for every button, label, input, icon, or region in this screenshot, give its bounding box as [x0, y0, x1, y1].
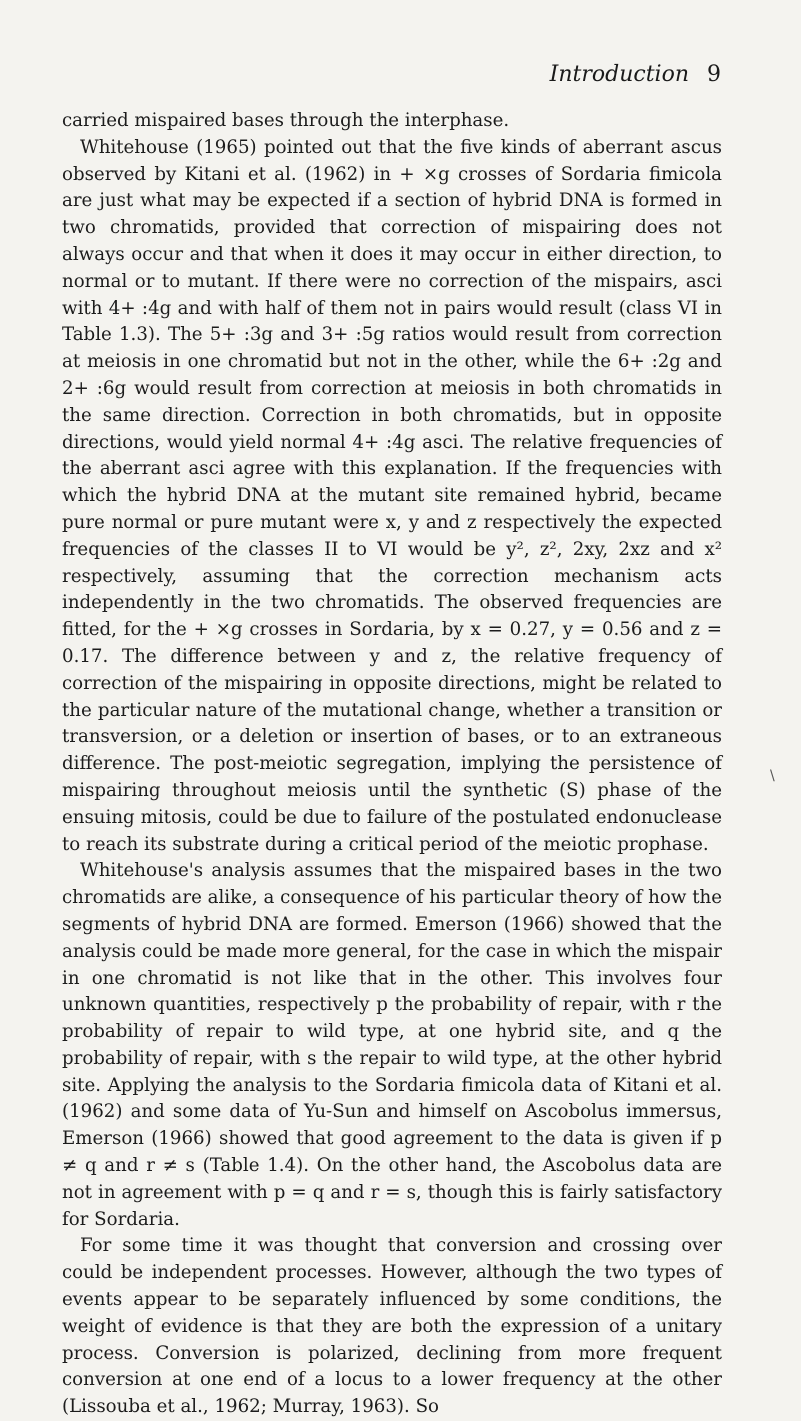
body-text: [62, 108, 722, 1421]
running-header: [550, 62, 721, 87]
paragraph-1: carried mispaired bases through the interphase.: [62, 110, 510, 131]
paragraph-3: Whitehouse's analysis assumes that the mispaired bases in the two chromatids are alike, a consequence of his particular theory of how the segments of hybrid DNA are formed. Emerson (1966) showed that the analysis could be made more general, for the case in which the mispair in one chromatid is not like that in the other. This involves four unknown quantities, respectively p the probability of repair, with r the probability of repair to wild type, at one hybrid site, and q the probability of repair, with s the repair to wild type, at the other hybrid site. Applying the analysis to the Sordaria fimicola data of Kitani et al. (1962) and some data of Yu-Sun and himself on Ascobolus immersus, Emerson (1966) showed that good agreement to the data is given if p ≠ q and r ≠ s (Table 1.4). On the other hand, the Ascobolus data are not in agreement with p = q and r = s, though this is fairly satisfactory for Sordaria.: [62, 860, 722, 1230]
paragraph-4: For some time it was thought that conversion and crossing over could be independent processes. However, although the two types of events appear to be separately influenced by some conditions, the weight of evidence is that they are both the expression of a unitary process. Conversion is polarized, declining from more frequent conversion at one end of a locus to a lower frequency at the other (Lissouba et al., 1962; Murray, 1963). So: [62, 1235, 722, 1418]
section-title: Introduction: [549, 62, 689, 87]
paragraph-2: Whitehouse (1965) pointed out that the five kinds of aberrant ascus observed by Kitani et al. (1962) in + ×g crosses of Sordaria fimicola are just what may be expected if a section of hybrid DNA is formed in two chromatids, provided that correction of mispairing does not always occur and that when it does it may occur in either direction, to normal or to mutant. If there were no correction of the mispairs, asci with 4+ :4g and with half of them not in pairs would result (class VI in Table 1.3). The 5+ :3g and 3+ :5g ratios would result from correction at meiosis in one chromatid but not in the other, while the 6+ :2g and 2+ :6g would result from correction at meiosis in both chromatids in the same direction. Correction in both chromatids, but in opposite directions, would yield normal 4+ :4g asci. The relative frequencies of the aberrant asci agree with this explanation. If the frequencies with which the hybrid DNA at the mutant site remained hybrid, became pure normal or pure mutant were x, y and z respectively the expected frequencies of the classes II to VI would be y², z², 2xy, 2xz and x² respectively, assuming that the correction mechanism acts independently in the two chromatids. The observed frequencies are fitted, for the + ×g crosses in Sordaria, by x = 0.27, y = 0.56 and z = 0.17. The difference between y and z, the relative frequency of correction of the mispairing in opposite directions, might be related to the particular nature of the mutational change, whether a transition or transversion, or a deletion or insertion of bases, or to an extraneous difference. The post-meiotic segregation, implying the persistence of mispairing throughout meiosis until the synthetic (S) phase of the ensuing mitosis, could be due to failure of the postulated endonuclease to reach its substrate during a critical period of the meiotic prophase.: [62, 136, 722, 855]
page-number: 9: [707, 62, 721, 87]
margin-mark: \: [770, 768, 775, 784]
